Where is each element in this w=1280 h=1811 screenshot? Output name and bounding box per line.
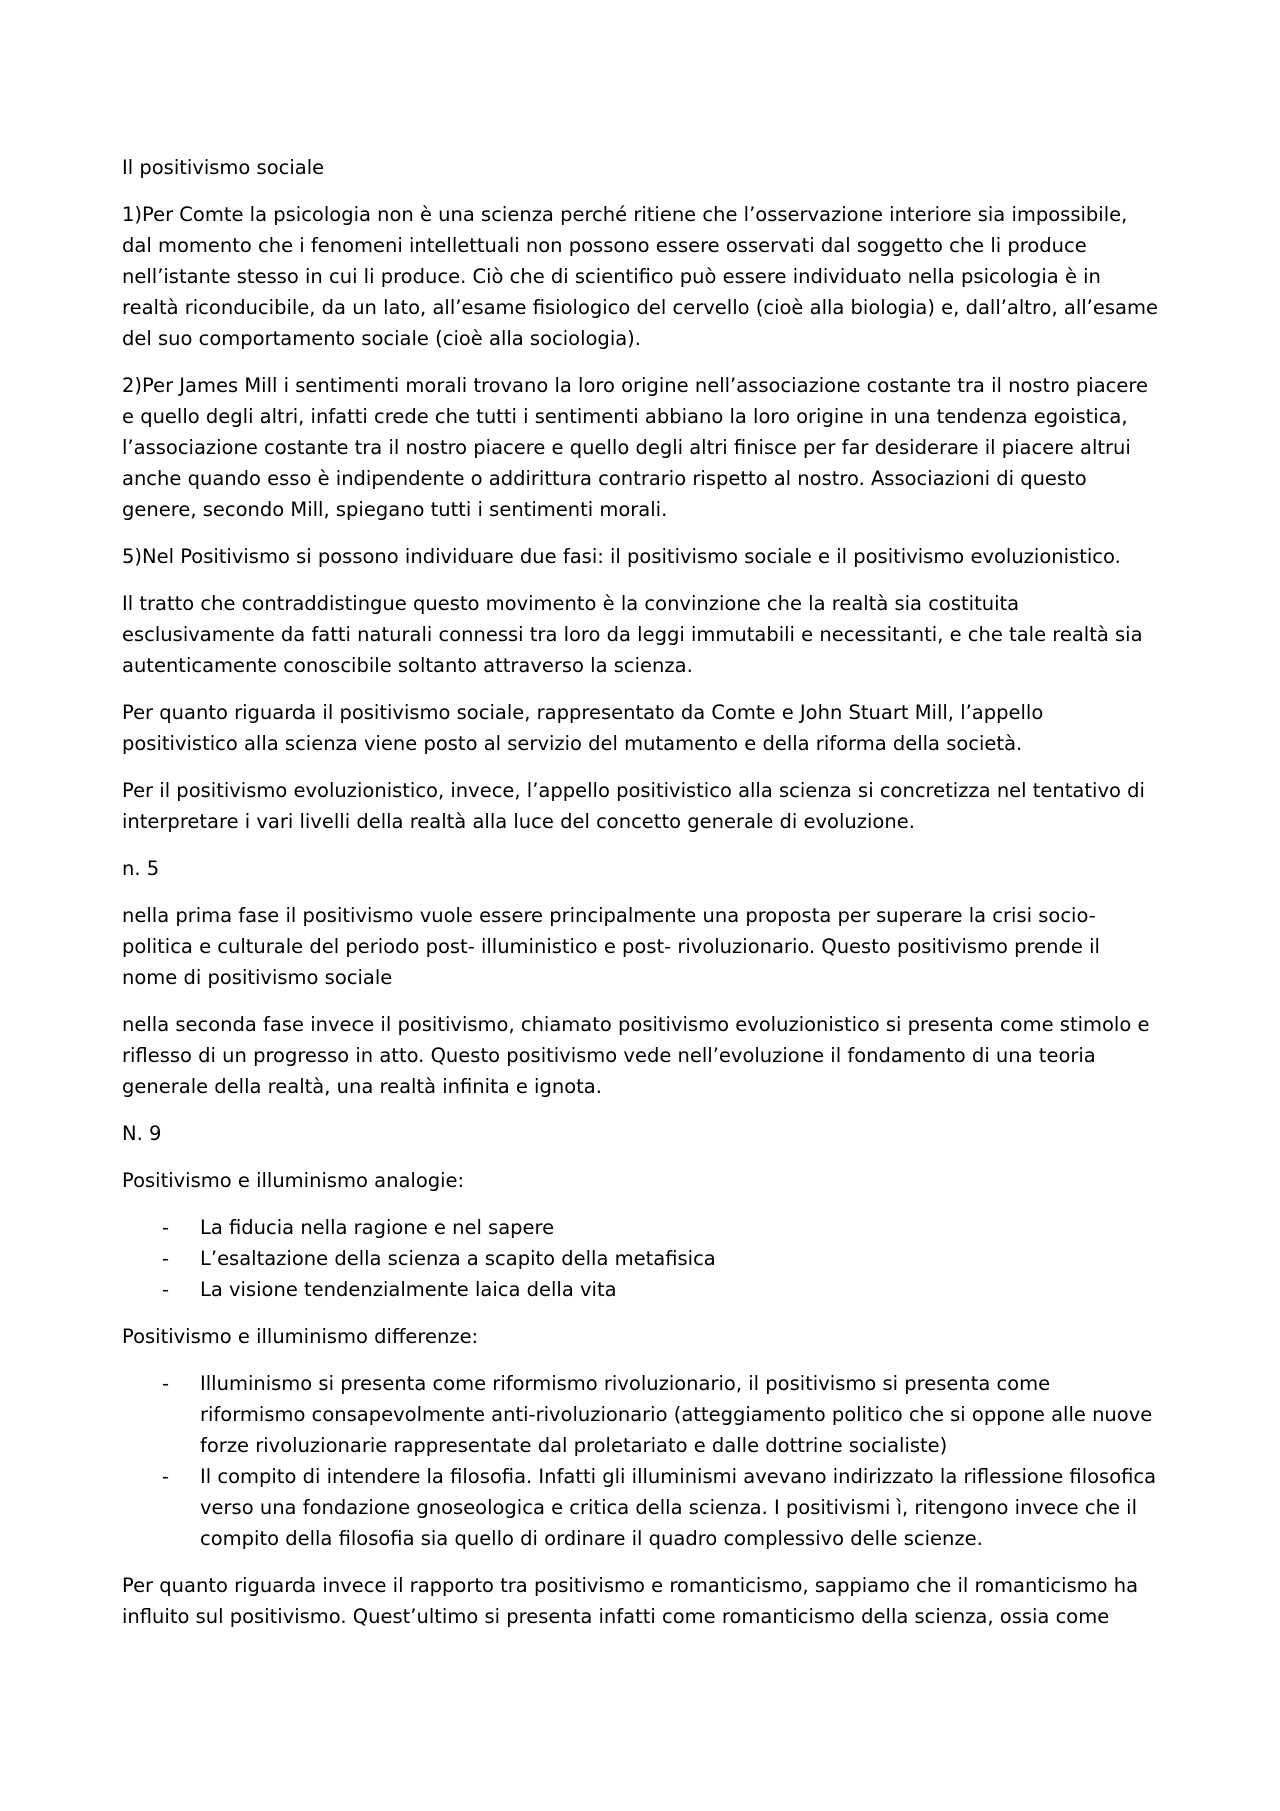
list-item	[122, 1274, 1160, 1305]
differences-list	[122, 1368, 1160, 1554]
paragraph-first-phase: nella prima fase il positivismo vuole essere principalmente una proposta per superare la crisi socio-politica e culturale del periodo post- illuministico e post- rivoluzionario. Questo positivismo prende il nome di positivismo sociale	[122, 904, 1100, 989]
list-item	[122, 1212, 1160, 1243]
paragraph-social-positivism: Per quanto riguarda il positivismo sociale, rappresentato da Comte e John Stuart Mill, l’appello positivistico alla scienza viene posto al servizio del mutamento e della riforma della società.	[122, 701, 1044, 755]
bullet-dash: -	[162, 1372, 170, 1395]
section-heading-n5: n. 5	[122, 857, 160, 880]
document-title: Il positivismo sociale	[122, 156, 325, 179]
list-item-text: La visione tendenzialmente laica della vita	[200, 1278, 617, 1301]
paragraph-romanticism: Per quanto riguarda invece il rapporto tra positivismo e romanticismo, sappiamo che il romanticismo ha influito sul positivismo. Quest’ultimo si presenta infatti come romanticismo della scienza, ossia come	[122, 1574, 1139, 1628]
analogies-heading: Positivismo e illuminismo analogie:	[122, 1169, 465, 1192]
bullet-dash: -	[162, 1278, 170, 1301]
paragraph-comte-psychology: 1)Per Comte la psicologia non è una scienza perché ritiene che l’osservazione interiore sia impossibile, dal momento che i fenomeni intellettuali non possono essere osservati dal soggetto che li produce nell’istante stesso in cui li produce. Ciò che di scientifico può essere individuato nella psicologia è in realtà riconducibile, da un lato, all’esame fisiologico del cervello (cioè alla biologia) e, dall’altro, all’esame del suo comportamento sociale (cioè alla sociologia).	[122, 203, 1158, 350]
bullet-dash: -	[162, 1465, 170, 1488]
section-heading-n9: N. 9	[122, 1122, 162, 1145]
list-item-text: Il compito di intendere la filosofia. Infatti gli illuminismi avevano indirizzato la riflessione filosofica verso una fondazione gnoseologica e critica della scienza. I positivismi ì, ritengono invece che il compito della filosofia sia quello di ordinare il quadro complessivo delle scienze.	[200, 1465, 1157, 1550]
paragraph-james-mill: 2)Per James Mill i sentimenti morali trovano la loro origine nell’associazione costante tra il nostro piacere e quello degli altri, infatti crede che tutti i sentimenti abbiano la loro origine in una tendenza egoistica, l’associazione costante tra il nostro piacere e quello degli altri finisce per far desiderare il piacere altrui anche quando esso è indipendente o addirittura contrario rispetto al nostro. Associazioni di questo genere, secondo Mill, spiegano tutti i sentimenti morali.	[122, 374, 1148, 521]
bullet-dash: -	[162, 1247, 170, 1270]
list-item	[122, 1243, 1160, 1274]
list-item-text: L’esaltazione della scienza a scapito della metafisica	[200, 1247, 716, 1270]
differences-heading: Positivismo e illuminismo differenze:	[122, 1325, 479, 1348]
bullet-dash: -	[162, 1216, 170, 1239]
paragraph-evolutionary-positivism: Per il positivismo evoluzionistico, invece, l’appello positivistico alla scienza si concretizza nel tentativo di interpretare i vari livelli della realtà alla luce del concetto generale di evoluzione.	[122, 779, 1145, 833]
list-item	[122, 1461, 1160, 1554]
paragraph-two-phases: 5)Nel Positivismo si possono individuare due fasi: il positivismo sociale e il positivismo evoluzionistico.	[122, 545, 1121, 568]
list-item	[122, 1368, 1160, 1461]
paragraph-movement-trait: Il tratto che contraddistingue questo movimento è la convinzione che la realtà sia costituita esclusivamente da fatti naturali connessi tra loro da leggi immutabili e necessitanti, e che tale realtà sia autenticamente conoscibile soltanto attraverso la scienza.	[122, 592, 1143, 677]
list-item-text: La fiducia nella ragione e nel sapere	[200, 1216, 555, 1239]
analogies-list	[122, 1212, 1160, 1305]
paragraph-second-phase: nella seconda fase invece il positivismo, chiamato positivismo evoluzionistico si presenta come stimolo e riflesso di un progresso in atto. Questo positivismo vede nell’evoluzione il fondamento di una teoria generale della realtà, una realtà infinita e ignota.	[122, 1013, 1150, 1098]
list-item-text: Illuminismo si presenta come riformismo rivoluzionario, il positivismo si presenta come riformismo consapevolmente anti-rivoluzionario (atteggiamento politico che si oppone alle nuove forze rivoluzionarie rappresentate dal proletariato e dalle dottrine socialiste)	[200, 1372, 1153, 1457]
